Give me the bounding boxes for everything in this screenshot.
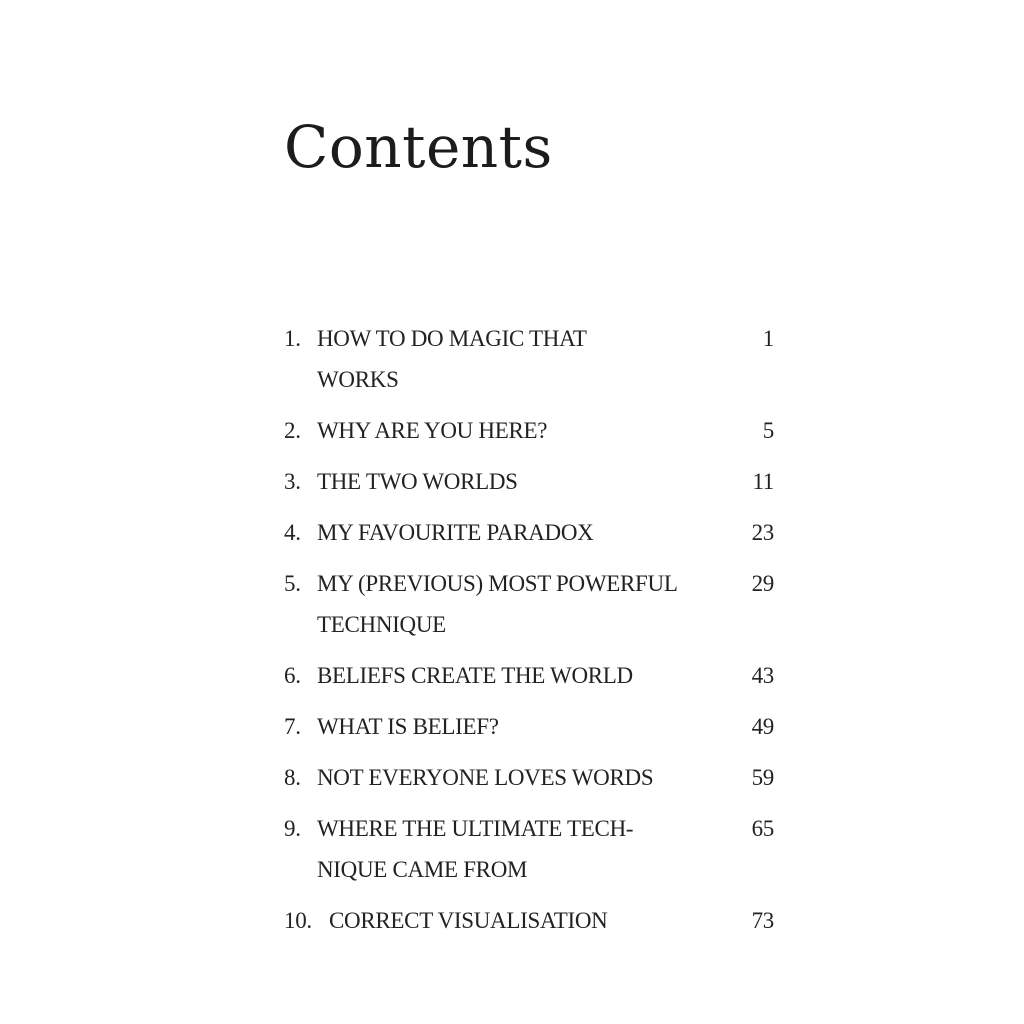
toc-entry-page: 43 <box>751 663 774 688</box>
toc-entry-page: 1 <box>762 326 774 351</box>
toc-entry-number: 8. <box>284 765 301 790</box>
table-of-contents <box>284 318 780 951</box>
toc-entry-title: MY (PREVIOUS) MOST POWERFUL TECHNIQUE <box>317 571 677 637</box>
toc-entry-page: 73 <box>751 908 774 933</box>
toc-entry-page: 5 <box>762 418 774 443</box>
toc-entry-page: 11 <box>752 469 774 494</box>
toc-entry <box>284 808 780 890</box>
toc-entry-title: HOW TO DO MAGIC THAT WORKS <box>317 326 587 392</box>
toc-entry-page: 23 <box>751 520 774 545</box>
toc-entry-title: WHAT IS BELIEF? <box>317 714 499 739</box>
toc-entry <box>284 563 780 645</box>
toc-entry-page: 59 <box>751 765 774 790</box>
toc-entry <box>284 757 780 798</box>
toc-entry-title: WHY ARE YOU HERE? <box>317 418 548 443</box>
toc-entry <box>284 512 780 553</box>
toc-entry-title: WHERE THE ULTIMATE TECH-NIQUE CAME FROM <box>317 816 634 882</box>
toc-entry-title: CORRECT VISUALISATION <box>329 908 608 933</box>
toc-entry-number: 10. <box>284 908 312 933</box>
toc-entry-number: 9. <box>284 816 301 841</box>
toc-entry-title: MY FAVOURITE PARADOX <box>317 520 594 545</box>
toc-entry <box>284 655 780 696</box>
toc-entry-number: 4. <box>284 520 301 545</box>
page-title: Contents <box>284 113 553 181</box>
toc-entry-number: 6. <box>284 663 301 688</box>
toc-entry-number: 5. <box>284 571 301 596</box>
toc-entry-title: BELIEFS CREATE THE WORLD <box>317 663 633 688</box>
toc-entry <box>284 410 780 451</box>
toc-entry-title: NOT EVERYONE LOVES WORDS <box>317 765 654 790</box>
toc-entry <box>284 706 780 747</box>
toc-entry-number: 3. <box>284 469 301 494</box>
toc-entry-number: 2. <box>284 418 301 443</box>
toc-entry-number: 1. <box>284 326 301 351</box>
toc-entry-page: 29 <box>751 571 774 596</box>
toc-entry <box>284 318 780 400</box>
toc-entry-number: 7. <box>284 714 301 739</box>
toc-entry-page: 65 <box>751 816 774 841</box>
toc-entry-page: 49 <box>751 714 774 739</box>
toc-entry-title: THE TWO WORLDS <box>317 469 518 494</box>
toc-entry <box>284 900 780 941</box>
toc-entry <box>284 461 780 502</box>
